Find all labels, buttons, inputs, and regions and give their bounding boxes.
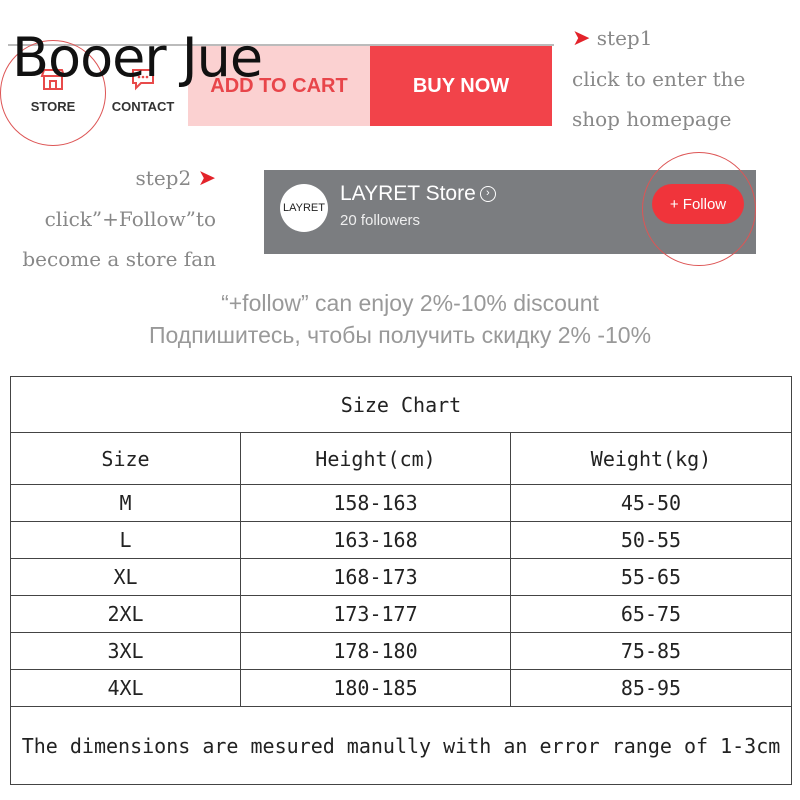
discount-text-en: “+follow” can enjoy 2%-10% discount: [221, 290, 599, 316]
size-chart-table: [10, 376, 792, 785]
cell-size: L: [11, 522, 241, 559]
table-row: [11, 596, 792, 633]
cell-size: 3XL: [11, 633, 241, 670]
step1-line2: shop homepage: [572, 107, 732, 131]
table-row: [11, 633, 792, 670]
cell-weight: 75-85: [511, 633, 792, 670]
size-chart-title: Size Chart: [11, 377, 792, 433]
follow-highlight-circle: [642, 152, 756, 266]
cell-size: 2XL: [11, 596, 241, 633]
cell-height: 173-177: [241, 596, 511, 633]
chevron-right-icon: ›: [480, 186, 496, 202]
step2-line2: become a store fan: [22, 247, 216, 271]
store-name: LAYRET Store: [340, 182, 476, 205]
add-to-cart-button[interactable]: ADD TO CART: [188, 46, 370, 126]
table-row: [11, 485, 792, 522]
cell-weight: 45-50: [511, 485, 792, 522]
table-row: [11, 522, 792, 559]
cell-weight: 85-95: [511, 670, 792, 707]
step1-label: step1: [596, 26, 653, 50]
cell-height: 163-168: [241, 522, 511, 559]
cell-weight: 65-75: [511, 596, 792, 633]
cell-size: 4XL: [11, 670, 241, 707]
step2-instructions: [14, 158, 216, 279]
header-weight: Weight(kg): [511, 433, 792, 485]
header-size: Size: [11, 433, 241, 485]
table-row: [11, 559, 792, 596]
step2-line1: click”+Follow”to: [44, 207, 216, 231]
table-row: [11, 670, 792, 707]
store-label: STORE: [30, 99, 76, 114]
cell-height: 178-180: [241, 633, 511, 670]
buy-now-button[interactable]: BUY NOW: [370, 46, 552, 126]
contact-label: CONTACT: [111, 99, 175, 114]
watermark-text: Booer Jue: [12, 26, 263, 89]
cell-weight: 50-55: [511, 522, 792, 559]
follower-count: 20 followers: [340, 212, 421, 229]
store-name-link[interactable]: [340, 182, 496, 206]
store-logo[interactable]: LAYRET: [280, 184, 328, 232]
cell-height: 158-163: [241, 485, 511, 522]
arrow-right-icon: ➤: [197, 166, 216, 191]
cell-height: 180-185: [241, 670, 511, 707]
step1-line1: click to enter the: [572, 67, 746, 91]
cell-height: 168-173: [241, 559, 511, 596]
cell-size: XL: [11, 559, 241, 596]
arrow-left-icon: ➤: [572, 26, 591, 51]
cell-size: M: [11, 485, 241, 522]
follow-button[interactable]: + Follow: [652, 184, 744, 224]
step1-instructions: [572, 18, 745, 139]
discount-text-ru: Подпишитесь, чтобы получить скидку 2% -10%: [148, 322, 652, 348]
step2-label: step2: [135, 166, 192, 190]
cell-weight: 55-65: [511, 559, 792, 596]
measurement-note: The dimensions are mesured manully with an error range of 1-3cm: [11, 707, 792, 785]
header-height: Height(cm): [241, 433, 511, 485]
